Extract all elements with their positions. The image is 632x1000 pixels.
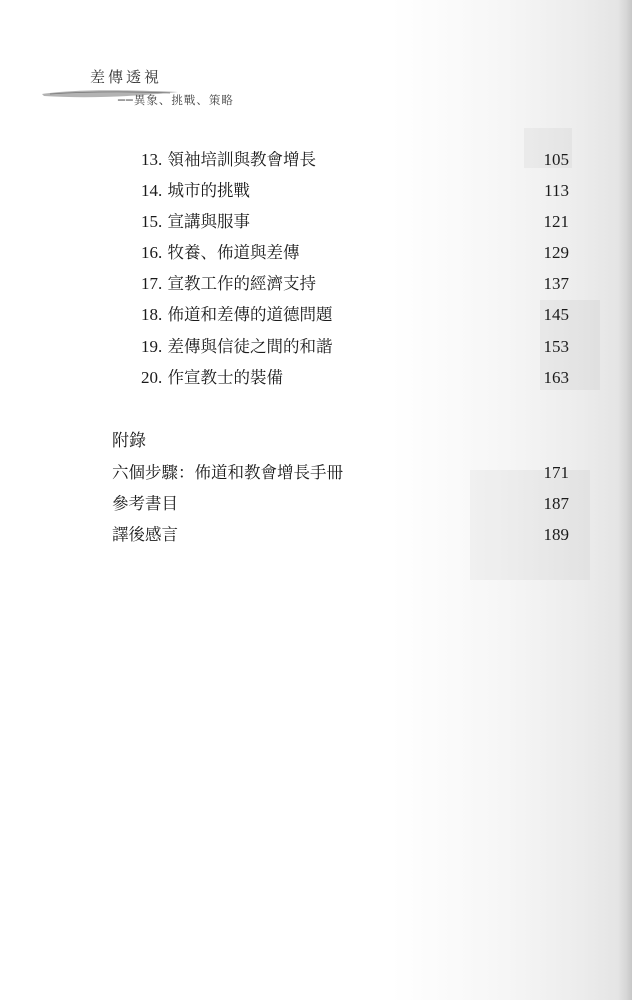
page-number: 105 bbox=[543, 150, 569, 169]
appendix-heading: 附錄 bbox=[112, 431, 146, 451]
page-number: 121 bbox=[543, 212, 569, 231]
chapter-title: 宣講與服事 bbox=[167, 212, 250, 231]
toc-entry-label bbox=[141, 302, 333, 328]
chapter-title: 佈道和差傳的道德問題 bbox=[167, 305, 333, 324]
page-number: 113 bbox=[544, 181, 569, 200]
toc-entry-label bbox=[141, 271, 316, 297]
toc-entry bbox=[141, 240, 569, 266]
page-number: 153 bbox=[543, 337, 569, 356]
chapter-title: 作宣教士的裝備 bbox=[167, 368, 283, 387]
chapter-number: 13. bbox=[141, 150, 163, 169]
chapter-title: 差傳與信徒之間的和諧 bbox=[167, 337, 333, 356]
toc-entry bbox=[141, 271, 569, 297]
toc-entry-label bbox=[141, 147, 316, 173]
appendix-title: 參考書目 bbox=[112, 494, 178, 513]
page-number: 145 bbox=[543, 305, 569, 324]
chapter-number: 18. bbox=[141, 305, 163, 324]
chapter-number: 16. bbox=[141, 243, 163, 262]
book-subtitle: ──異象、挑戰、策略 bbox=[118, 93, 234, 107]
chapter-title: 牧養、佈道與差傳 bbox=[167, 243, 300, 262]
toc-entry bbox=[112, 491, 569, 517]
toc-entry bbox=[141, 334, 569, 360]
toc-entry bbox=[141, 209, 569, 235]
toc-entry-label bbox=[141, 178, 250, 204]
toc-entry bbox=[112, 522, 569, 548]
chapter-number: 15. bbox=[141, 212, 163, 231]
page-number: 187 bbox=[543, 494, 569, 513]
page-number: 189 bbox=[543, 525, 569, 544]
chapter-title: 城市的挑戰 bbox=[167, 181, 250, 200]
page-edge-shadow bbox=[618, 0, 632, 1000]
toc-entry bbox=[141, 178, 569, 204]
toc-entry bbox=[141, 365, 569, 391]
toc-entry bbox=[141, 147, 569, 173]
chapter-number: 19. bbox=[141, 337, 163, 356]
chapter-title: 宣教工作的經濟支持 bbox=[167, 274, 316, 293]
appendix-title: 譯後感言 bbox=[112, 525, 178, 544]
page-number: 163 bbox=[543, 368, 569, 387]
chapter-number: 17. bbox=[141, 274, 163, 293]
chapter-number: 14. bbox=[141, 181, 163, 200]
toc-entry bbox=[112, 460, 569, 486]
toc-entry-label bbox=[141, 334, 333, 360]
chapter-number: 20. bbox=[141, 368, 163, 387]
toc-entry-label bbox=[141, 240, 300, 266]
toc-entry-label bbox=[141, 365, 283, 391]
book-title: 差傳透視 bbox=[90, 68, 163, 86]
chapter-title: 領袖培訓與教會增長 bbox=[167, 150, 316, 169]
appendix-title: 六個步驟：佈道和教會增長手冊 bbox=[112, 463, 343, 482]
page-number: 171 bbox=[543, 463, 569, 482]
toc-entry bbox=[141, 302, 569, 328]
page-number: 129 bbox=[543, 243, 569, 262]
toc-entry-label bbox=[141, 209, 250, 235]
running-header bbox=[40, 66, 300, 116]
page-number: 137 bbox=[543, 274, 569, 293]
